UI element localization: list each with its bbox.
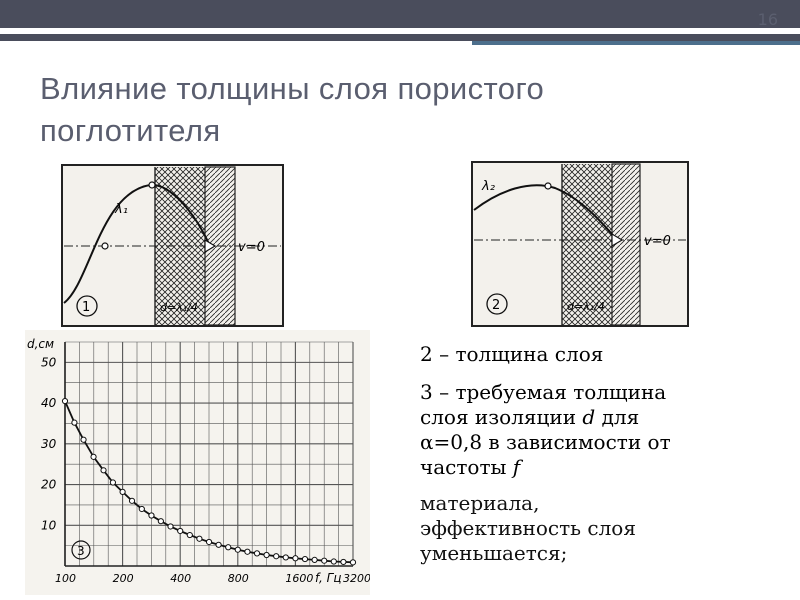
x-tick-label: 800 bbox=[227, 572, 249, 585]
data-point bbox=[110, 480, 115, 485]
slide-number: 16 bbox=[757, 10, 778, 29]
x-tick-label: 400 bbox=[170, 572, 192, 585]
data-point bbox=[293, 556, 298, 561]
data-point bbox=[178, 528, 183, 533]
data-point bbox=[350, 560, 355, 565]
data-point bbox=[302, 556, 307, 561]
data-point bbox=[283, 555, 288, 560]
caption-3-var-d: d bbox=[582, 405, 596, 429]
data-point bbox=[120, 489, 125, 494]
overlapped-line-1-text: материала, bbox=[420, 498, 540, 515]
data-point bbox=[101, 468, 106, 473]
data-point bbox=[91, 454, 96, 459]
y-tick-label: 10 bbox=[41, 518, 57, 533]
chart-grid bbox=[65, 342, 353, 566]
x-tick-label: 100 bbox=[55, 572, 76, 585]
data-point bbox=[72, 420, 77, 425]
y-tick-label: 20 bbox=[41, 477, 57, 492]
data-point bbox=[168, 524, 173, 529]
figure-2 bbox=[470, 160, 690, 328]
data-point bbox=[341, 559, 346, 564]
figure-1-drawing bbox=[60, 163, 285, 328]
data-point bbox=[322, 558, 327, 563]
slide-title bbox=[40, 68, 760, 152]
x-tick-label: 1600 bbox=[285, 572, 314, 585]
figure-1-lambda: λ₁ bbox=[115, 202, 128, 217]
figure-2-number: 2 bbox=[492, 298, 501, 313]
figure-3-chart bbox=[25, 330, 370, 595]
data-point bbox=[206, 539, 211, 544]
header-rule bbox=[0, 34, 800, 41]
data-point bbox=[187, 532, 192, 537]
figure-1-d-label: d=λ₁/4 bbox=[160, 301, 198, 314]
figure-2-lambda: λ₂ bbox=[482, 179, 495, 194]
figure-2-drawing bbox=[470, 160, 690, 328]
overlapped-text bbox=[420, 498, 720, 566]
caption-3-text: для bbox=[595, 405, 640, 429]
data-point bbox=[129, 498, 134, 503]
data-point bbox=[216, 542, 221, 547]
x-axis-label: f, Гц bbox=[315, 571, 342, 585]
slide-title-line-2: поглотителя bbox=[40, 113, 221, 148]
thickness-vs-frequency-chart bbox=[25, 330, 370, 595]
caption-2: 2 – толщина слоя bbox=[420, 342, 604, 366]
top-bar bbox=[0, 0, 800, 28]
wall-hatch bbox=[612, 164, 640, 325]
figure-1-v-label: v=0 bbox=[238, 240, 265, 255]
data-point bbox=[274, 554, 279, 559]
caption-3-text: слоя изоляции bbox=[420, 405, 583, 429]
data-point bbox=[254, 551, 259, 556]
data-point bbox=[226, 545, 231, 550]
chart-number: 3 bbox=[77, 544, 85, 558]
caption-3-line-2 bbox=[420, 405, 720, 430]
figure-1-number: 1 bbox=[82, 300, 91, 315]
y-tick-label: 40 bbox=[41, 396, 57, 411]
overlapped-line-3: уменьшается; bbox=[420, 541, 568, 565]
y-axis-label: d,см bbox=[27, 337, 55, 351]
data-point bbox=[264, 552, 269, 557]
caption-3-line-3: α=0,8 в зависимости от bbox=[420, 430, 671, 454]
y-tick-label: 50 bbox=[41, 355, 57, 370]
caption-3 bbox=[420, 380, 720, 480]
figure-2-d-label: d=λ₁/4 bbox=[567, 300, 605, 313]
data-point bbox=[331, 559, 336, 564]
figure-1 bbox=[60, 163, 285, 328]
data-point bbox=[158, 519, 163, 524]
caption-3-var-f: f bbox=[512, 455, 521, 479]
overlapped-line-2: эффективность слоя bbox=[420, 516, 636, 540]
y-tick-label: 30 bbox=[41, 436, 57, 451]
overlapped-line-1 bbox=[420, 498, 720, 516]
data-point bbox=[81, 437, 86, 442]
data-point bbox=[197, 536, 202, 541]
x-tick-label: 200 bbox=[112, 572, 134, 585]
x-tick-label: 3200 bbox=[343, 572, 370, 585]
data-point bbox=[139, 506, 144, 511]
slide-title-line-1: Влияние толщины слоя пористого bbox=[40, 71, 545, 106]
caption-3-text: частоты bbox=[420, 455, 513, 479]
figure-2-v-label: v=0 bbox=[644, 234, 671, 249]
data-point bbox=[245, 549, 250, 554]
caption-3-line-1: 3 – требуемая толщина bbox=[420, 380, 667, 404]
caption-3-line-4 bbox=[420, 455, 720, 480]
data-point bbox=[312, 557, 317, 562]
header-accent-rule bbox=[472, 41, 800, 45]
data-point bbox=[235, 547, 240, 552]
data-point bbox=[149, 513, 154, 518]
data-point bbox=[62, 398, 67, 403]
